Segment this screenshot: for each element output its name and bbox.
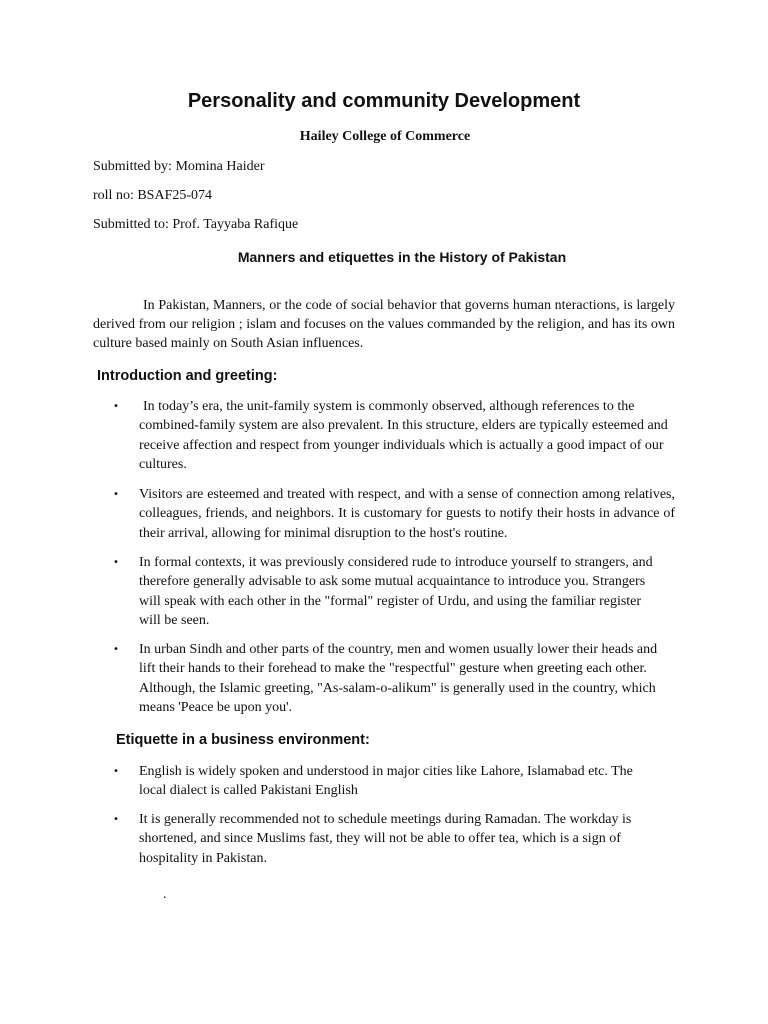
college-name: Hailey College of Commerce	[299, 129, 471, 144]
list-item-text: In urban Sindh and other parts of the country, men and women usually lower their heads and lift their hands to their forehead to make the "respectful" gesture when greeting each other. Although, the Islamic greeting, "As-salam-o-alikum" is generally used in the country, which means 'Peace be upon you'.	[139, 642, 658, 716]
intro-paragraph: In Pakistan, Manners, or the code of social behavior that governs human nteractions, is largely derived from our religion ; islam and focuses on the values commanded by the religion, and has its own culture based mainly on South Asian influences.	[93, 298, 675, 351]
section-title: Manners and etiquettes in the History of Pakistan	[237, 249, 567, 265]
stray-mark: .	[163, 887, 167, 902]
list-item	[113, 397, 679, 475]
bullet-icon: •	[113, 644, 119, 655]
list-item-text: Visitors are esteemed and treated with respect, and with a sense of connection among relatives, colleagues, friends, and neighbors. It is customary for guests to notify their hosts in advance of their arrival, allowing for minimal disruption to the host's routine.	[139, 487, 675, 541]
list-item	[113, 485, 675, 543]
submitted-to: Submitted to: Prof. Tayyaba Rafique	[93, 217, 299, 232]
bullet-icon: •	[113, 489, 119, 500]
list-item	[113, 762, 639, 801]
list-item-text: It is generally recommended not to schedule meetings during Ramadan. The workday is shortened, and since Muslims fast, they will not be able to offer tea, which is a sign of hospitality in Pakistan.	[139, 812, 632, 866]
list-item-text: In formal contexts, it was previously considered rude to introduce yourself to strangers, and therefore generally advisable to ask some mutual acquaintance to introduce you. Strangers will speak with each other in the "formal" register of Urdu, and using the familiar register will be seen.	[139, 555, 653, 629]
submitted-by: Submitted by: Momina Haider	[93, 159, 265, 174]
roll-number: roll no: BSAF25-074	[93, 188, 213, 203]
document-title: Personality and community Development	[187, 90, 581, 112]
list-item-text: In today’s era, the unit-family system is commonly observed, although references to the combined-family system are also prevalent. In this structure, elders are typically esteemed and receive affection and respect from younger individuals which is actually a good impact of our cultures.	[139, 399, 668, 473]
introduction-heading: Introduction and greeting:	[97, 368, 278, 384]
bullet-icon: •	[113, 766, 119, 777]
bullet-icon: •	[113, 814, 119, 825]
list-item	[113, 810, 675, 868]
bullet-icon: •	[113, 401, 119, 412]
bullet-icon: •	[113, 557, 119, 568]
list-item	[113, 553, 659, 631]
list-item	[113, 640, 673, 718]
business-heading: Etiquette in a business environment:	[116, 732, 370, 748]
list-item-text: English is widely spoken and understood in major cities like Lahore, Islamabad etc. The local dialect is called Pakistani English	[139, 764, 633, 799]
